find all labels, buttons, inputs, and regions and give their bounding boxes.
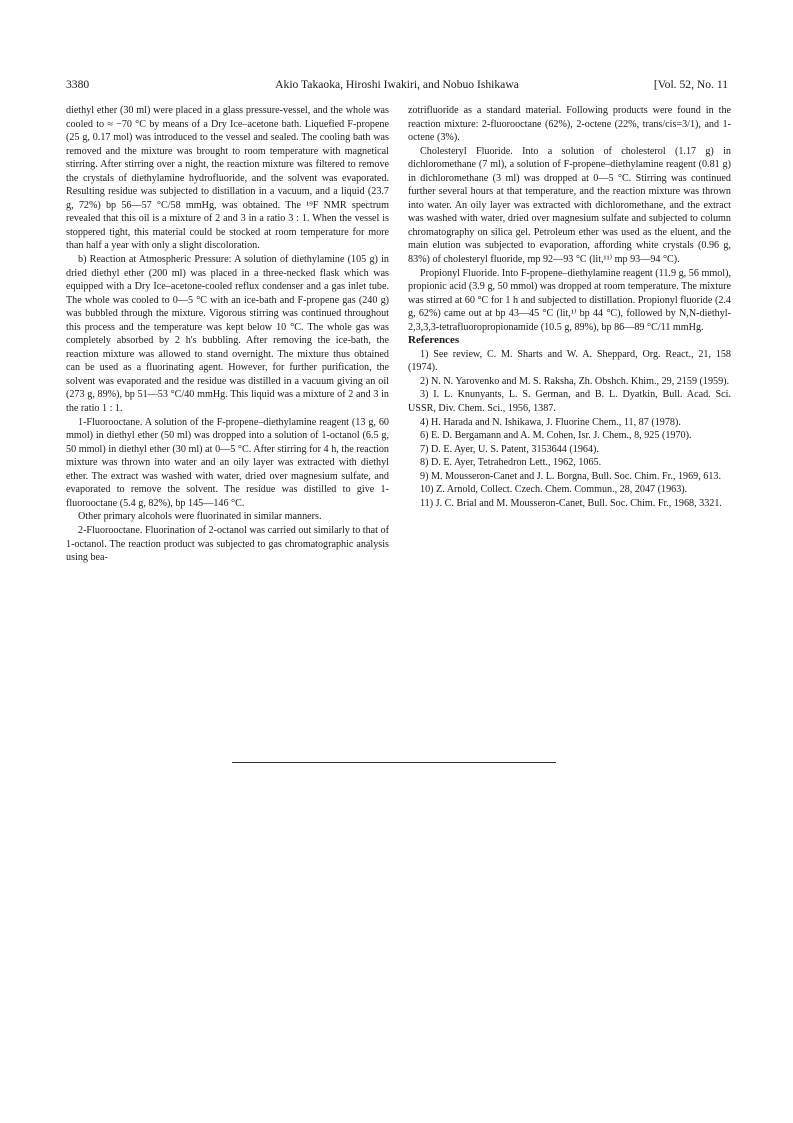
running-header [66, 77, 728, 93]
reference-item: 7) D. E. Ayer, U. S. Patent, 3153644 (1964). [420, 443, 599, 455]
references-title: References [408, 334, 460, 347]
reference-item: 6) E. D. Bergamann and A. M. Cohen, Isr. J. Chem., 8, 925 (1970). [420, 430, 692, 442]
header-authors: Akio Takaoka, Hiroshi Iwakiri, and Nobuo Ishikawa [275, 78, 519, 91]
reference-item: 9) M. Mousseron-Canet and J. L. Borgna, Bull. Soc. Chim. Fr., 1969, 613. [420, 470, 722, 482]
right-column [408, 104, 731, 510]
paragraph-2-fluorooctane: 2-Fluorooctane. Fluorination of 2-octanol was carried out similarly to that of 1-octanol. The reaction product was subjected to gas chromatographic analysis using bea- [66, 524, 389, 564]
paragraph-1-fluorooctane: 1-Fluorooctane. A solution of the F-propene–diethylamine reagent (13 g, 60 mmol) in diethyl ether (50 ml) was dropped into a solution of 1-octanol (6.5 g, 50 mmol) in diethyl ether (30 ml) at 0—5 °C. After stirring for 4 h, the reaction mixture was thrown into water and an oily layer was extracted with diethyl ether. The extract was washed with water, dried over magnesium sulfate, and evaporated to remove the solvent. The residue was distilled to give 1-fluorooctane (5.4 g, 82%), bp 145—146 °C. [66, 416, 389, 509]
reference-item: 1) See review, C. M. Sharts and W. A. Sheppard, Org. React., 21, 158 (1974). [408, 348, 731, 374]
paragraph-pressure-vessel: diethyl ether (30 ml) were placed in a glass pressure-vessel, and the whole was cooled to ≈ −70 °C by means of a Dry Ice–acetone bath. Liquefied F-propene (25 g, 0.17 mol) was introduced to the vessel and sealed. The cooling bath was removed and the mixture was brought to room temperature with magnetical stirring. After stirring over a night, the reaction mixture was filtered to remove the crystals of diethylamine hydrofluoride, and the solvent was evaporated. Resulting residue was subjected to distillation in a vacuum, and a liquid (23.7 g, 72%) bp 56—57 °C/58 mmHg, was obtained. The ¹⁹F NMR spectrum revealed that this oil is a mixture of 2 and 3 in a ratio 3 : 1. When the vessel is stoppered tight, this material could be stocked at room temperature for more than half a year with only a slight discoloration. [66, 105, 389, 252]
header-volume: [Vol. 52, No. 11 [653, 78, 728, 91]
paragraph-products: zotrifluoride as a standard material. Following products were found in the reaction mixture: 2-fluorooctane (62%), 2-octene (22%, trans/cis=3/1), and 1-octene (3%). [408, 105, 731, 144]
references-list [408, 348, 731, 511]
left-column [66, 104, 389, 565]
paragraph-propionyl-fluoride: Propionyl Fluoride. Into F-propene–diethylamine reagent (11.9 g, 56 mmol), propionic acid (3.9 g, 50 mmol) was dropped at room temperature. The mixture was stirred at 60 °C for 1 h and subjected to distillation. Propionyl fluoride (2.4 g, 62%) came out at bp 43—45 °C (lit,¹⁾ bp 44 °C), followed by N,N-diethyl-2,3,3,3-tetrafluoropropionamide (10.5 g, 89%), bp 86—89 °C/11 mmHg. [408, 267, 731, 333]
reference-item: 3) I. L. Knunyants, L. S. German, and B. L. Dyatkin, Bull. Acad. Sci. USSR, Div. Chem. Sci., 1956, 1387. [408, 389, 731, 415]
paragraph-atmospheric-pressure: b) Reaction at Atmospheric Pressure: A solution of diethylamine (105 g) in dried diethyl ether (200 ml) was placed in a three-necked flask which was equipped with a Dry Ice–acetone-cooled reflux condenser and a gas inlet tube. The whole was cooled to 0—5 °C with an ice-bath and F-propene gas (240 g) was bubbled through the mixture. Vigorous stirring was continued throughout this process and the temperature was kept below 10 °C. The whole gas was completely absorbed by 2 h's bubbling. After removing the ice-bath, the reaction mixture was allowed to stand overnight. The mixture thus obtained can be used as a fluorinating agent. However, for further purification, the solvent was evaporated and the residue was distilled in a vacuum giving an oil (273 g, 89%), bp 51—53 °C/40 mmHg. This liquid was a mixture of 2 and 3 in the ratio 1 : 1. [66, 254, 389, 415]
reference-item: 2) N. N. Yarovenko and M. S. Raksha, Zh. Obshch. Khim., 29, 2159 (1959). [420, 375, 730, 387]
reference-item: 8) D. E. Ayer, Tetrahedron Lett., 1962, 1065. [420, 457, 602, 469]
paragraph-cholesteryl-fluoride: Cholesteryl Fluoride. Into a solution of cholesterol (1.17 g) in dichloromethane (7 ml), a solution of F-propene–diethylamine reagent (0.81 g) in dichloromethane (3 ml) was dropped at 0—5 °C. Stirring was continued further several hours at that temperature, and the reaction mixture was thrown into water. An oily layer was extracted with dichloromethane, and the extract was washed with water, dried over magnesium sulfate and subjected to column chromatography on silica gel. Petroleum ether was used as the eluent, and the main elution was subjected to evaporation, affording white crystals (0.96 g, 83%) of cholesteryl fluoride, mp 92—93 °C (lit,¹¹⁾ mp 93—94 °C). [408, 145, 731, 266]
reference-item: 4) H. Harada and N. Ishikawa, J. Fluorine Chem., 11, 87 (1978). [420, 416, 681, 428]
end-rule [232, 762, 556, 763]
page-number: 3380 [66, 78, 90, 91]
reference-item: 11) J. C. Brial and M. Mousseron-Canet, Bull. Soc. Chim. Fr., 1968, 3321. [420, 497, 722, 509]
reference-item: 10) Z. Arnold, Collect. Czech. Chem. Commun., 28, 2047 (1963). [420, 484, 688, 496]
paragraph-other-alcohols: Other primary alcohols were fluorinated in similar manners. [78, 511, 322, 523]
